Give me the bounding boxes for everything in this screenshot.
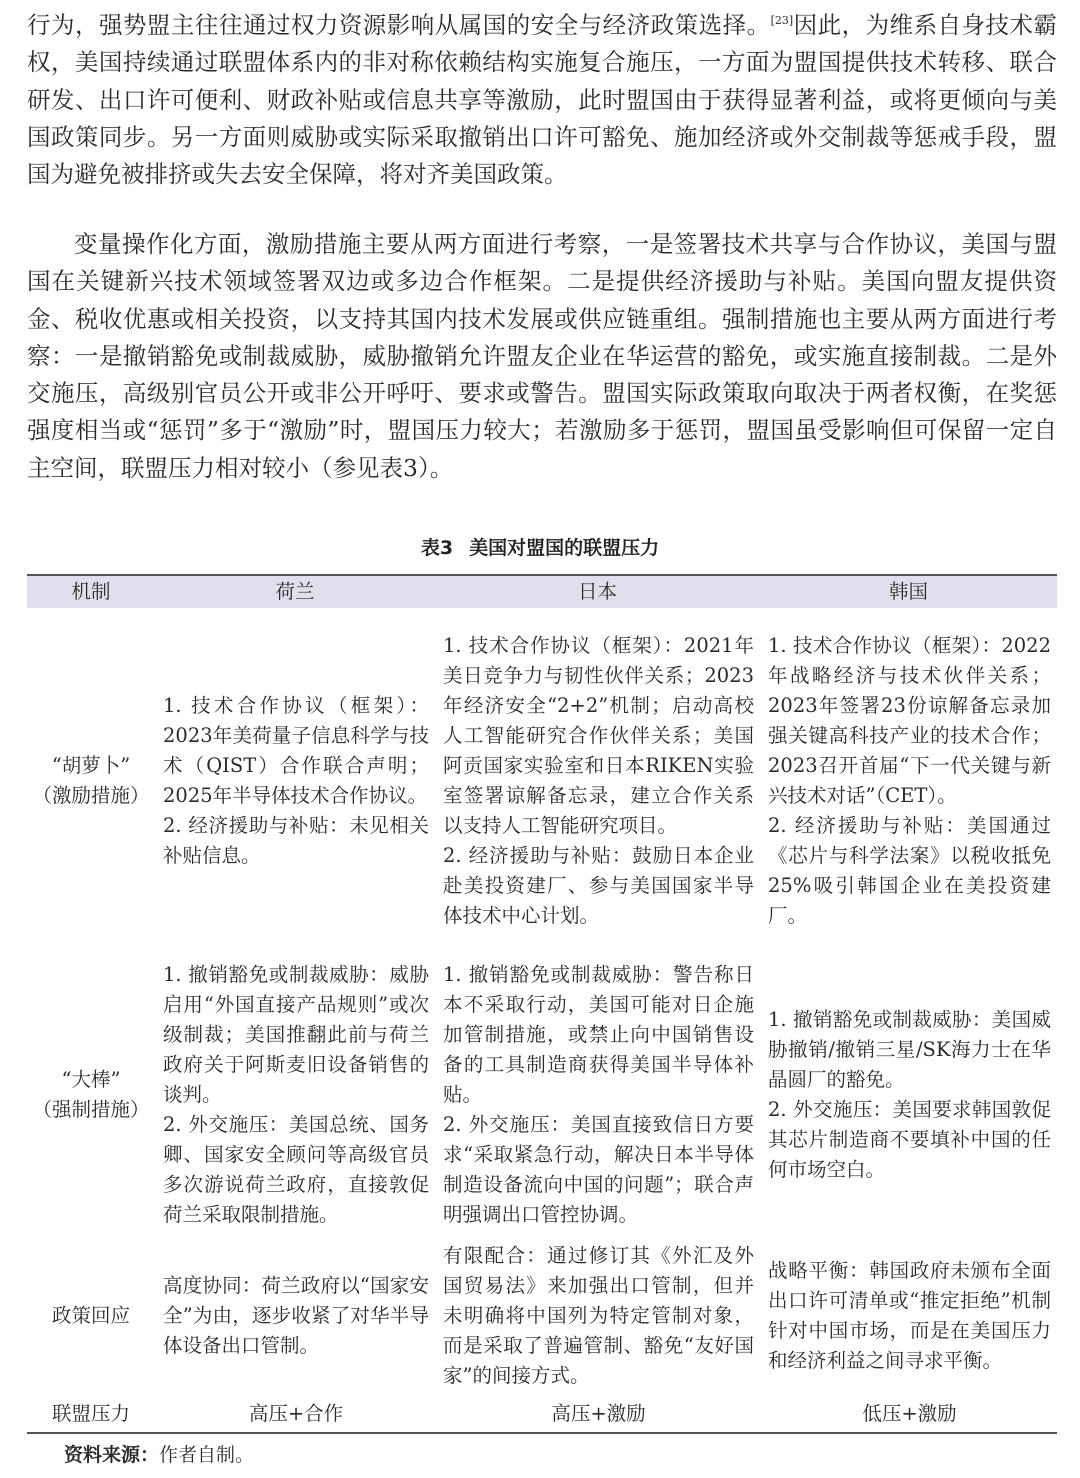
- paragraph-1-text-a: 行为，强势盟主往往通过权力资源影响从属国的安全与经济政策选择。: [27, 11, 771, 39]
- body-paragraph-2: 变量操作化方面，激励措施主要从两方面进行考察，一是签署技术共享与合作协议，美国与盟国在关键新兴技术领域签署双边或多边合作框架。二是提供经济援助与补贴。美国向盟友提供资金、税收优惠或相关投资，以支持其国内技术发展或供应链重组。强制措施也主要从两方面进行考察：一是撤销豁免或制裁威胁，威胁撤销允许盟友企业在华运营的豁免，或实施直接制裁。二是外交施压，高级别官员公开或非公开呼吁、要求或警告。盟国实际政策取向取决于两者权衡，在奖惩强度相当或“惩罚”多于“激励”时，盟国压力较大；若激励多于惩罚，盟国虽受影响但可保留一定自主空间，联盟压力相对较小（参见表3）。: [27, 230, 1057, 482]
- table-caption-title: 美国对盟国的联盟压力: [469, 537, 660, 559]
- cell-item: 2. 外交施压：美国要求韩国敦促其芯片制造商不要填补中国的任何市场空白。: [768, 1097, 1051, 1181]
- cell-japan-carrot: [435, 608, 760, 953]
- row-label-line: “胡萝卜”: [51, 753, 131, 777]
- cell-japan-response: 有限配合：通过修订其《外汇及外国贸易法》来加强出口管制，但并未明确将中国列为特定管制对象，而是采取了普遍管制、豁免“友好国家”的间接方式。: [443, 1244, 754, 1387]
- cell-item: 1. 技术合作协议（框架）：2021年美日竞争力与韧性伙伴关系；2023年经济安全“2+2”机制；启动高校人工智能研究合作伙伴关系；美国阿贡国家实验室和日本RIKEN实验室签署谅解备忘录，建立合作关系以支持人工智能研究项目。: [443, 633, 754, 837]
- table-row-alliance-pressure: [27, 1396, 1057, 1433]
- cell-netherlands-stick: [155, 953, 435, 1236]
- table-header-row: [27, 575, 1057, 608]
- cell-item: 2. 经济援助与补贴：美国通过《芯片与科学法案》以税收抵免25%吸引韩国企业在美投资建厂。: [768, 813, 1051, 927]
- citation-ref: [23]: [770, 14, 794, 28]
- source-label: 资料来源：: [64, 1444, 160, 1466]
- row-label-stick: [27, 953, 155, 1236]
- alliance-pressure-table: [27, 574, 1057, 1434]
- cell-item: 1. 技术合作协议（框架）：2023年美荷量子信息科学与技术（QIST）合作联合声明；2025年半导体技术合作协议。: [163, 693, 429, 807]
- cell-item: 1. 撤销豁免或制裁威胁：警告称日本不采取行动，美国可能对日企施加管制措施，或禁止向中国销售设备的工具制造商获得美国半导体补贴。: [443, 962, 754, 1106]
- header-netherlands: 荷兰: [275, 580, 315, 603]
- header-japan: 日本: [577, 580, 617, 603]
- cell-item: 2. 经济援助与补贴：未见相关补贴信息。: [163, 813, 429, 867]
- header-korea: 韩国: [888, 580, 928, 603]
- cell-netherlands-response: 高度协同：荷兰政府以“国家安全”为由，逐步收紧了对华半导体设备出口管制。: [163, 1274, 429, 1357]
- row-label-line: “大棒”: [61, 1067, 121, 1091]
- table-caption-number: 表3: [420, 537, 454, 559]
- cell-korea-pressure: 低压+激励: [862, 1402, 957, 1425]
- cell-japan-pressure: 高压+激励: [551, 1402, 646, 1425]
- cell-item: 2. 外交施压：美国总统、国务卿、国家安全顾问等高级官员多次游说荷兰政府，直接敦促荷兰采取限制措施。: [163, 1112, 429, 1226]
- cell-item: 1. 撤销豁免或制裁威胁：美国威胁撤销/撤销三星/SK海力士在华晶圆厂的豁免。: [768, 1007, 1051, 1091]
- table-row-stick: [27, 953, 1057, 1236]
- cell-item: 2. 经济援助与补贴：鼓励日本企业赴美投资建厂、参与美国国家半导体技术中心计划。: [443, 843, 754, 927]
- row-label-carrot: [27, 608, 155, 953]
- cell-netherlands-pressure: 高压+合作: [248, 1402, 344, 1425]
- table-row-carrot: [27, 608, 1057, 953]
- cell-korea-response: 战略平衡：韩国政府未颁布全面出口许可清单或“推定拒绝”机制针对中国市场，而是在美国压力和经济利益之间寻求平衡。: [768, 1259, 1051, 1372]
- cell-item: 1. 技术合作协议（框架）：2022年战略经济与技术伙伴关系；2023年签署23份谅解备忘录加强关键高科技产业的技术合作；2023召开首届“下一代关键与新兴技术对话”（CET）。: [768, 633, 1051, 807]
- cell-korea-carrot: [760, 608, 1057, 953]
- cell-item: 2. 外交施压：美国直接致信日方要求“采取紧急行动，解决日本半导体制造设备流向中国的问题”；联合声明强调出口管控协调。: [443, 1112, 754, 1226]
- body-paragraph-1: [27, 7, 1057, 193]
- row-label-line: （激励措施）: [32, 783, 150, 807]
- cell-japan-stick: [435, 953, 760, 1236]
- table-caption: [0, 533, 1080, 560]
- header-mechanism: 机制: [71, 580, 111, 603]
- table-row-policy-response: [27, 1236, 1057, 1396]
- row-label-policy-response: 政策回应: [51, 1304, 130, 1327]
- paragraph-1-text-b: 因此，为维系自身技术霸权，美国持续通过联盟体系内的非对称依赖结构实施复合施压，一方面为盟国提供技术转移、联合研发、出口许可便利、财政补贴或信息共享等激励，此时盟国由于获得显著利益，或将更倾向与美国政策同步。另一方面则威胁或实际采取撤销出口许可豁免、施加经济或外交制裁等惩戒手段，盟国为避免被排挤或失去安全保障，将对齐美国政策。: [27, 11, 1058, 189]
- source-note: [64, 1440, 254, 1467]
- row-label-alliance-pressure: 联盟压力: [51, 1402, 130, 1425]
- row-label-line: （强制措施）: [32, 1097, 150, 1121]
- cell-korea-stick: [760, 953, 1057, 1236]
- cell-item: 1. 撤销豁免或制裁威胁：威胁启用“外国直接产品规则”或次级制裁；美国推翻此前与荷兰政府关于阿斯麦旧设备销售的谈判。: [163, 962, 429, 1106]
- cell-netherlands-carrot: [155, 608, 435, 953]
- source-text: 作者自制。: [159, 1444, 255, 1466]
